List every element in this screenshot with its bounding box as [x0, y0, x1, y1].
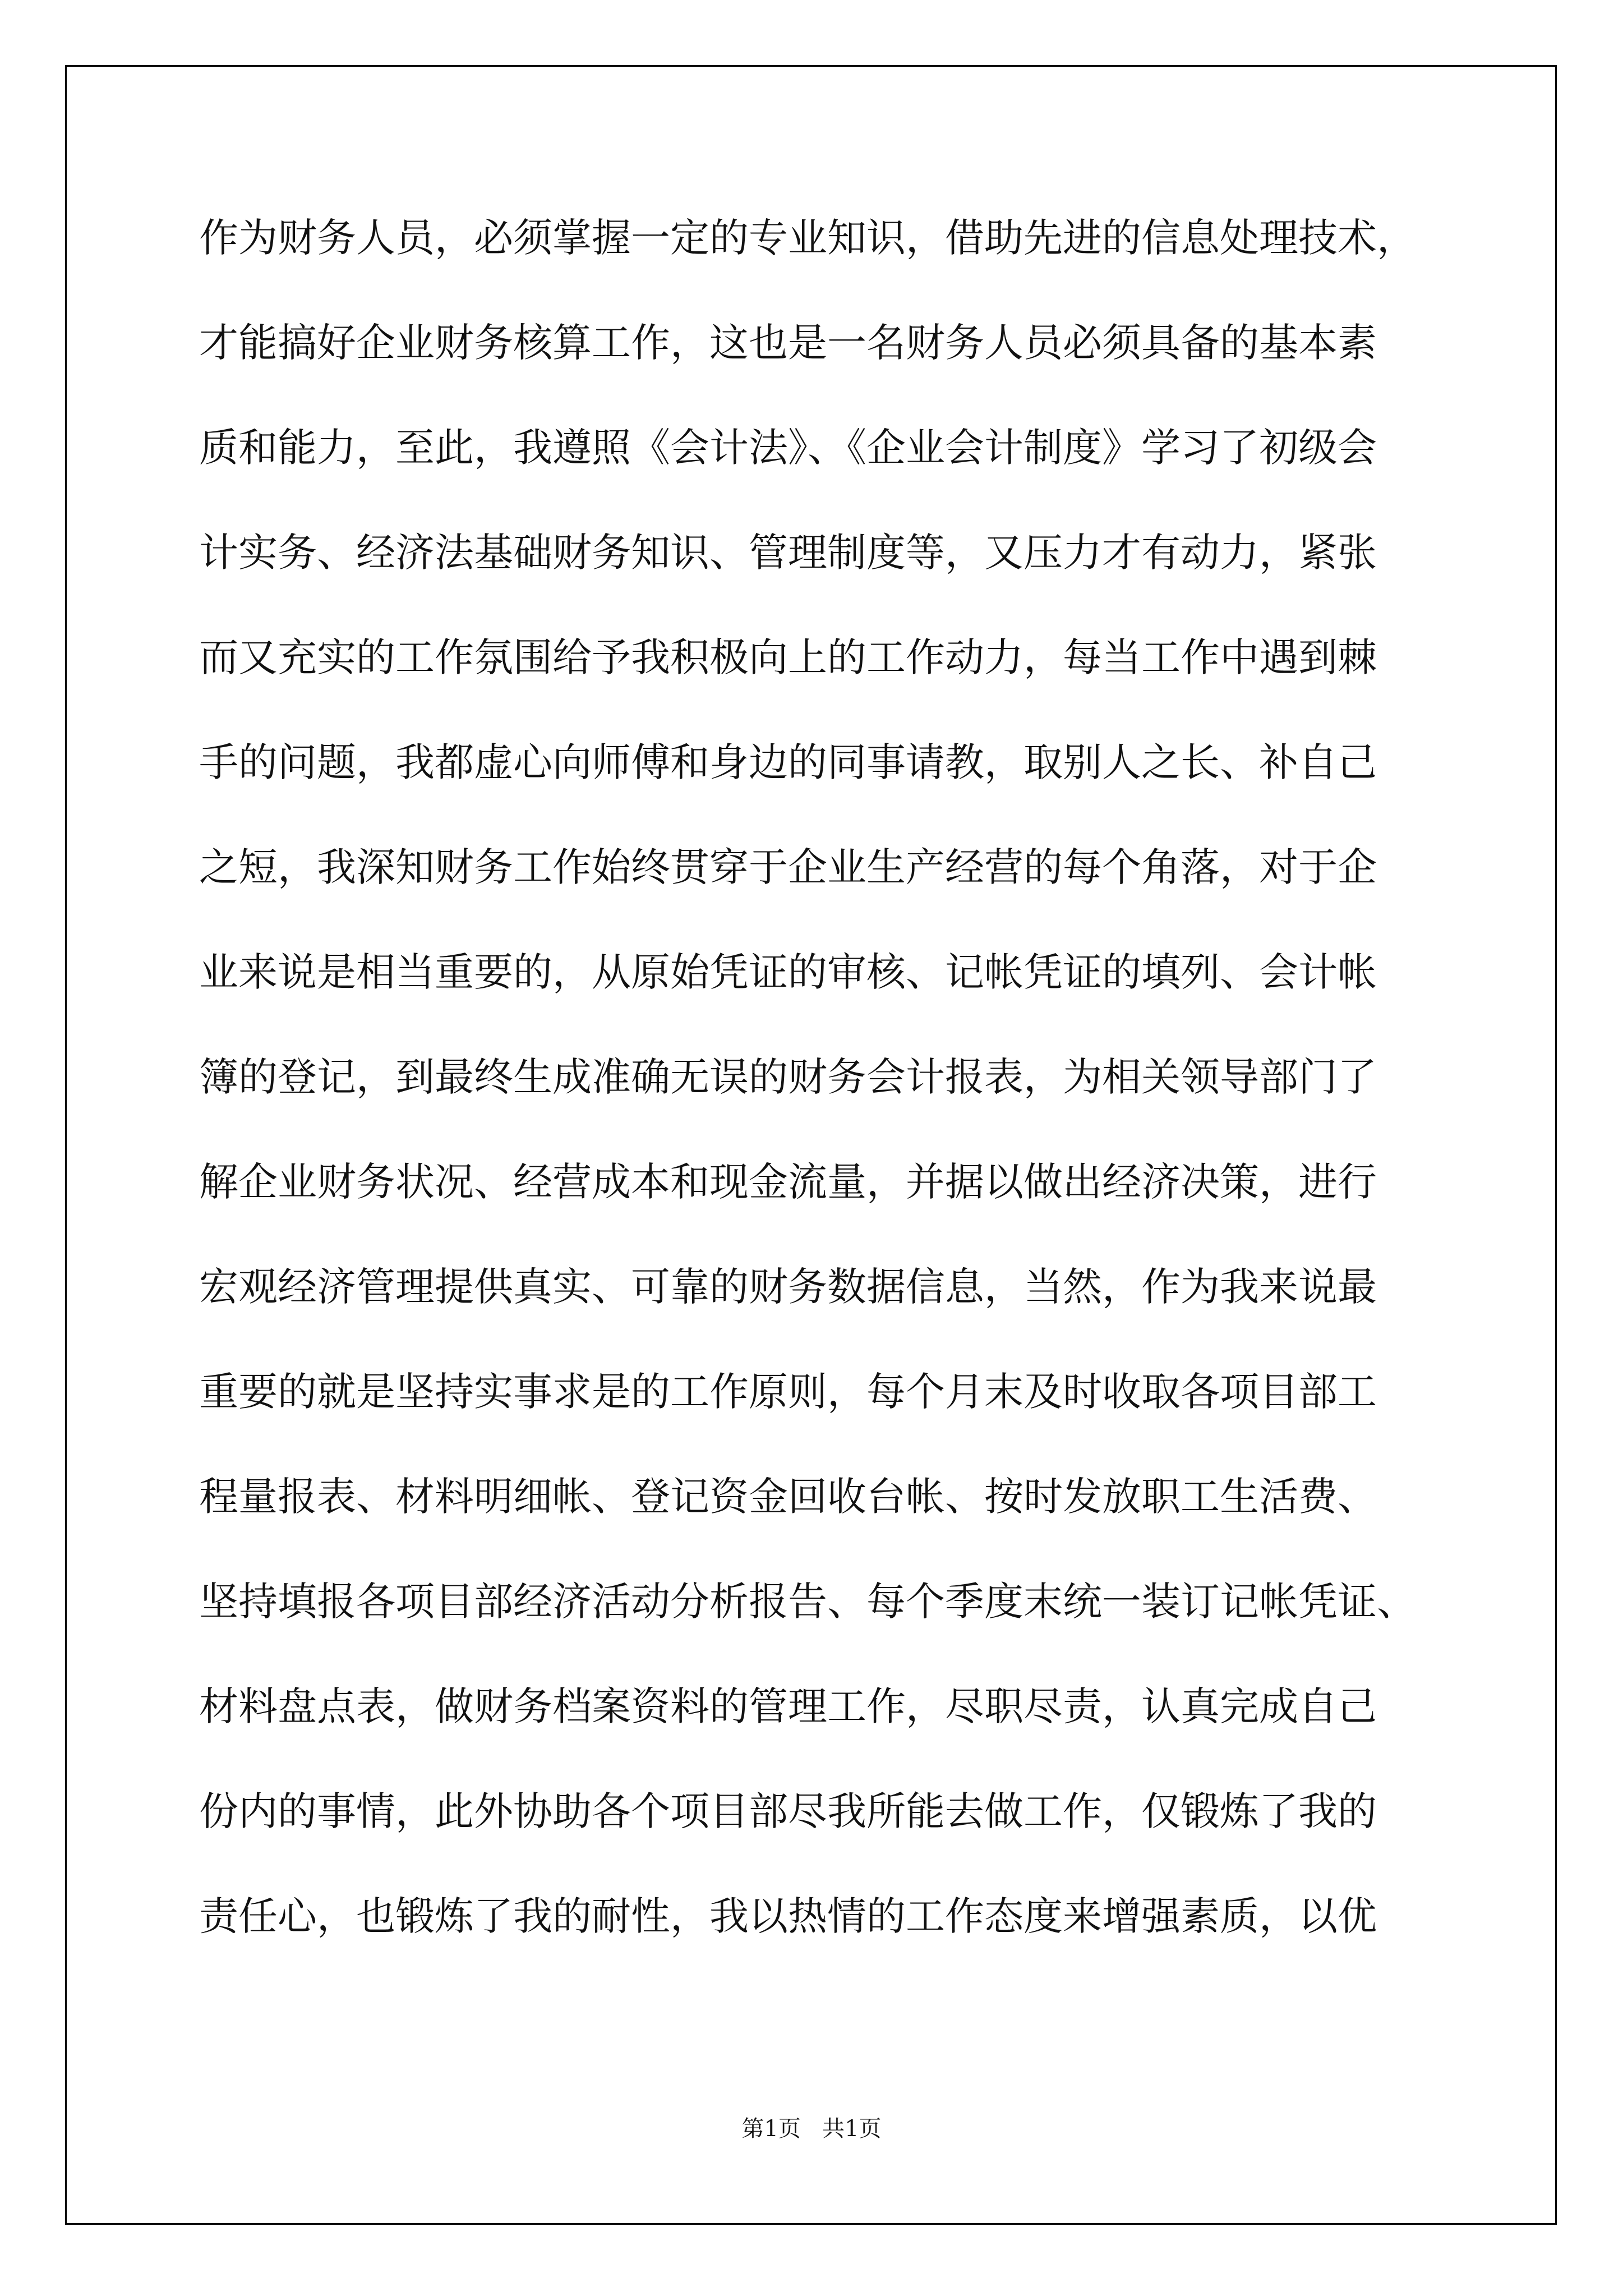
text-line-7: 之短，我深知财务工作始终贯穿于企业生产经营的每个角落，对于企	[199, 844, 1377, 890]
text-line-15: 材料盘点表，做财务档案资料的管理工作，尽职尽责，认真完成自己	[199, 1683, 1377, 1729]
text-line-5: 而又充实的工作氛围给予我积极向上的工作动力，每当工作中遇到棘	[199, 634, 1377, 680]
text-line-14: 坚持填报各项目部经济活动分析报告、每个季度末统一装订记帐凭证、	[199, 1579, 1416, 1625]
text-line-4: 计实务、经济法基础财务知识、管理制度等，又压力才有动力，紧张	[199, 530, 1377, 576]
text-line-17: 责任心，也锻炼了我的耐性，我以热情的工作态度来增强素质，以优	[199, 1893, 1377, 1939]
text-line-6: 手的问题，我都虚心向师傅和身边的同事请教，取别人之长、补自己	[199, 739, 1377, 785]
text-line-10: 解企业财务状况、经营成本和现金流量，并据以做出经济决策，进行	[199, 1159, 1377, 1205]
text-line-11: 宏观经济管理提供真实、可靠的财务数据信息，当然，作为我来说最	[199, 1264, 1377, 1310]
text-line-16: 份内的事情，此外协助各个项目部尽我所能去做工作，仅锻炼了我的	[199, 1788, 1377, 1834]
text-line-3: 质和能力，至此，我遵照《会计法》、《企业会计制度》学习了初级会	[199, 425, 1377, 471]
text-line-8: 业来说是相当重要的，从原始凭证的审核、记帐凭证的填列、会计帐	[199, 949, 1377, 995]
text-line-1: 作为财务人员，必须掌握一定的专业知识，借助先进的信息处理技术，	[199, 215, 1416, 261]
page-number-footer: 第1页 共1页	[741, 2116, 882, 2142]
text-line-12: 重要的就是坚持实事求是的工作原则，每个月末及时收取各项目部工	[199, 1369, 1377, 1415]
text-line-13: 程量报表、材料明细帐、登记资金回收台帐、按时发放职工生活费、	[199, 1474, 1377, 1520]
text-line-9: 簿的登记，到最终生成准确无误的财务会计报表，为相关领导部门了	[199, 1054, 1377, 1100]
text-line-2: 才能搞好企业财务核算工作，这也是一名财务人员必须具备的基本素	[199, 320, 1377, 366]
